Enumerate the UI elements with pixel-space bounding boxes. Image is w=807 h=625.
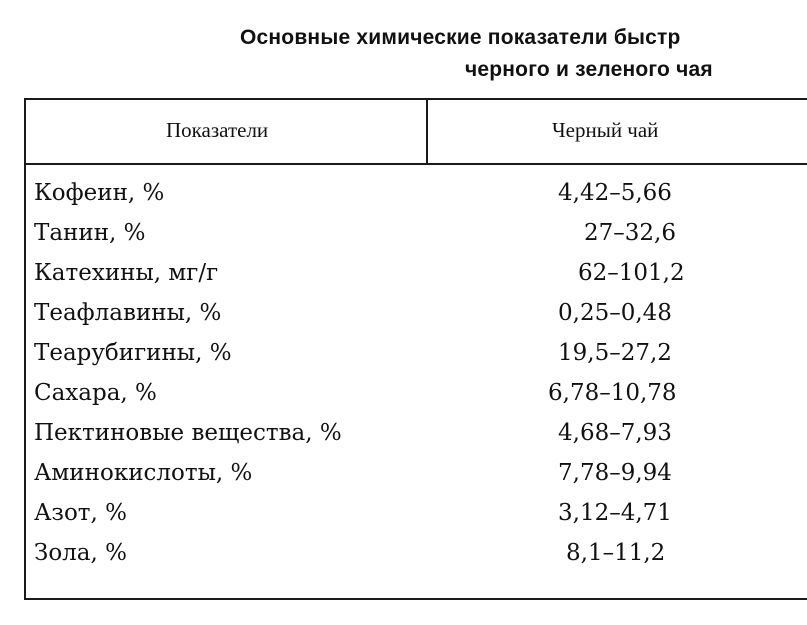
table-row [26, 376, 806, 416]
table-row [26, 536, 806, 576]
black-tea-value: 27–32,6 [584, 220, 676, 246]
table-body [26, 176, 806, 576]
parameter-name: Кофеин, % [34, 180, 165, 206]
parameter-name: Катехины, мг/г [34, 260, 219, 286]
black-tea-value: 4,42–5,66 [558, 180, 672, 206]
black-tea-value: 62–101,2 [578, 260, 685, 286]
table-row [26, 416, 806, 456]
table-title-line-2: черного и зеленого чая [465, 58, 713, 81]
table-row [26, 456, 806, 496]
black-tea-value: 3,12–4,71 [558, 500, 672, 526]
table-title-line-1: Основные химические показатели быстр [240, 26, 681, 49]
black-tea-value: 4,68–7,93 [558, 420, 672, 446]
table-row [26, 496, 806, 536]
black-tea-value: 7,78–9,94 [558, 460, 672, 486]
parameter-name: Теарубигины, % [34, 340, 232, 366]
table-row [26, 216, 806, 256]
parameter-name: Танин, % [34, 220, 146, 246]
column-header-parameter: Показатели [166, 118, 269, 142]
black-tea-value: 0,25–0,48 [558, 300, 672, 326]
parameter-name: Зола, % [34, 540, 127, 566]
column-divider [426, 98, 428, 164]
parameter-name: Пектиновые вещества, % [34, 420, 342, 446]
black-tea-value: 19,5–27,2 [558, 340, 672, 366]
black-tea-value: 8,1–11,2 [566, 540, 666, 566]
table-row [26, 176, 806, 216]
column-header-black-tea: Черный чай [552, 118, 659, 142]
parameter-name: Сахара, % [34, 380, 157, 406]
parameter-name: Теафлавины, % [34, 300, 222, 326]
black-tea-value: 6,78–10,78 [548, 380, 677, 406]
table-row [26, 296, 806, 336]
table-row [26, 336, 806, 376]
parameter-name: Аминокислоты, % [34, 460, 253, 486]
header-divider [24, 163, 807, 165]
parameter-name: Азот, % [34, 500, 128, 526]
table-row [26, 256, 806, 296]
